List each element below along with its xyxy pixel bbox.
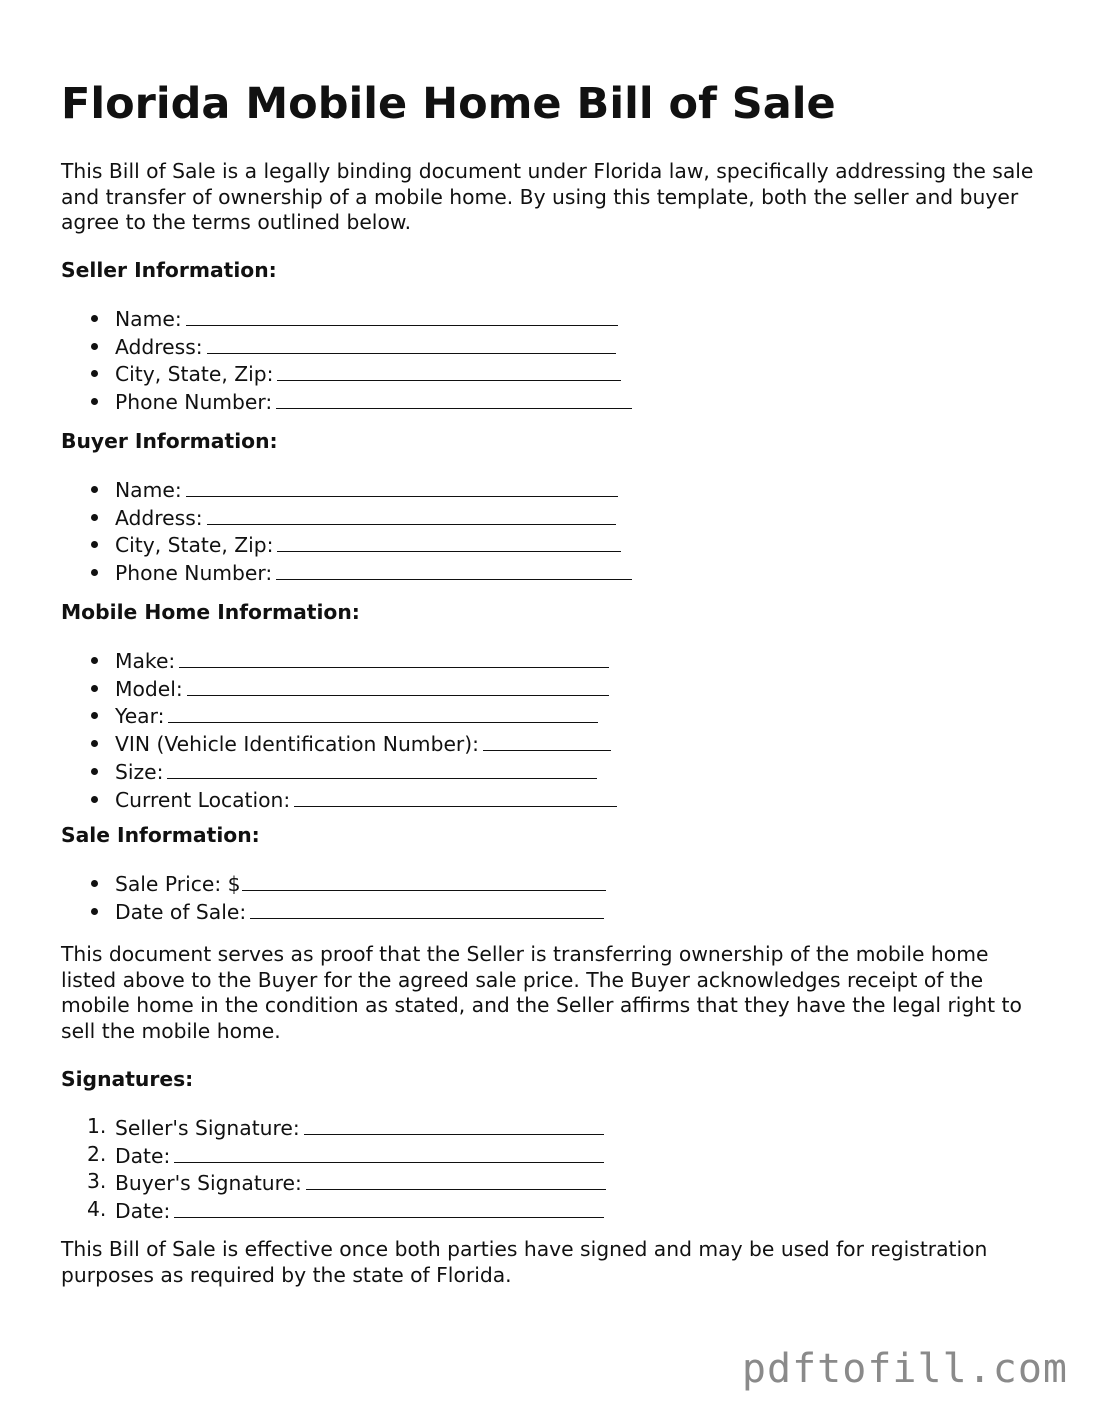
field-label: City, State, Zip: bbox=[115, 362, 274, 387]
buyer-phone-line[interactable] bbox=[276, 559, 632, 580]
buyer-name-line[interactable] bbox=[186, 476, 618, 497]
seller-signature-item bbox=[61, 1114, 606, 1142]
buyer-signature-line[interactable] bbox=[306, 1169, 606, 1190]
size-item bbox=[61, 758, 617, 786]
buyer-signature-item bbox=[61, 1169, 606, 1197]
seller-city-line[interactable] bbox=[277, 360, 621, 381]
seller-date-item bbox=[61, 1142, 606, 1170]
buyer-heading: Buyer Information: bbox=[61, 429, 278, 453]
field-label: Date of Sale: bbox=[115, 899, 247, 924]
field-label: Model: bbox=[115, 676, 183, 701]
mobile-home-field-list bbox=[61, 647, 617, 813]
sale-price-item bbox=[61, 870, 606, 898]
model-line[interactable] bbox=[187, 675, 609, 696]
field-label: Date: bbox=[115, 1143, 171, 1168]
field-label: Buyer's Signature: bbox=[115, 1171, 302, 1196]
seller-name-line[interactable] bbox=[186, 305, 618, 326]
field-label: Name: bbox=[115, 307, 182, 331]
field-label: Year: bbox=[115, 704, 165, 729]
field-label: Phone Number: bbox=[115, 561, 273, 586]
field-label: Sale Price: $ bbox=[115, 872, 241, 896]
field-label: City, State, Zip: bbox=[115, 533, 274, 558]
vin-line[interactable] bbox=[483, 730, 611, 751]
size-line[interactable] bbox=[167, 758, 597, 779]
sale-heading: Sale Information: bbox=[61, 823, 260, 847]
item-number: 2. bbox=[87, 1141, 107, 1166]
buyer-city-item bbox=[61, 531, 632, 559]
buyer-name-item bbox=[61, 476, 632, 504]
field-label: VIN (Vehicle Identification Number): bbox=[115, 732, 480, 757]
seller-phone-line[interactable] bbox=[276, 388, 632, 409]
field-label: Phone Number: bbox=[115, 390, 273, 415]
seller-name-item bbox=[61, 305, 632, 333]
seller-phone-item bbox=[61, 388, 632, 416]
field-label: Name: bbox=[115, 478, 182, 502]
document-title: Florida Mobile Home Bill of Sale bbox=[61, 79, 836, 129]
model-item bbox=[61, 675, 617, 703]
location-line[interactable] bbox=[294, 786, 617, 807]
field-label: Make: bbox=[115, 649, 176, 673]
seller-heading: Seller Information: bbox=[61, 258, 277, 282]
make-item bbox=[61, 647, 617, 675]
seller-city-item bbox=[61, 360, 632, 388]
buyer-field-list bbox=[61, 476, 632, 587]
field-label: Address: bbox=[115, 334, 203, 359]
field-label: Current Location: bbox=[115, 787, 291, 812]
proof-paragraph: This document serves as proof that the Seller is transferring ownership of the mobile home listed above to the Buyer for the agreed sale price. The Buyer acknowledges receipt of the mobile home in the condition as stated, and the Seller affirms that they have the legal right to sell the mobile home. bbox=[61, 942, 1022, 1043]
sale-field-list bbox=[61, 870, 606, 925]
seller-field-list bbox=[61, 305, 632, 416]
brand-watermark: pdftofill.com bbox=[741, 1346, 1068, 1392]
sale-price-line[interactable] bbox=[242, 870, 606, 891]
year-line[interactable] bbox=[168, 702, 598, 723]
intro-paragraph: This Bill of Sale is a legally binding document under Florida law, specifically addressing the sale and transfer of ownership of a mobile home. By using this template, both the seller and buyer agree to the terms outlined below. bbox=[61, 159, 1034, 235]
mobile-home-heading: Mobile Home Information: bbox=[61, 600, 360, 624]
field-label: Date: bbox=[115, 1199, 171, 1224]
field-label: Size: bbox=[115, 759, 164, 784]
seller-address-item bbox=[61, 333, 632, 361]
buyer-date-item bbox=[61, 1197, 606, 1225]
buyer-phone-item bbox=[61, 559, 632, 587]
buyer-address-line[interactable] bbox=[207, 504, 616, 525]
seller-signature-line[interactable] bbox=[304, 1114, 604, 1135]
seller-date-line[interactable] bbox=[174, 1142, 604, 1163]
sale-date-item bbox=[61, 898, 606, 926]
sale-date-line[interactable] bbox=[250, 898, 604, 919]
signatures-list bbox=[61, 1114, 606, 1225]
item-number: 1. bbox=[87, 1114, 107, 1138]
buyer-city-line[interactable] bbox=[277, 531, 621, 552]
item-number: 3. bbox=[87, 1169, 107, 1194]
closing-paragraph: This Bill of Sale is effective once both parties have signed and may be used for registration purposes as required by the state of Florida. bbox=[61, 1237, 988, 1287]
vin-item bbox=[61, 730, 617, 758]
seller-address-line[interactable] bbox=[207, 333, 616, 354]
year-item bbox=[61, 702, 617, 730]
field-label: Address: bbox=[115, 505, 203, 530]
signatures-heading: Signatures: bbox=[61, 1067, 194, 1091]
field-label: Seller's Signature: bbox=[115, 1116, 300, 1140]
item-number: 4. bbox=[87, 1197, 107, 1222]
buyer-date-line[interactable] bbox=[174, 1197, 604, 1218]
location-item bbox=[61, 786, 617, 814]
make-line[interactable] bbox=[179, 647, 609, 668]
buyer-address-item bbox=[61, 504, 632, 532]
